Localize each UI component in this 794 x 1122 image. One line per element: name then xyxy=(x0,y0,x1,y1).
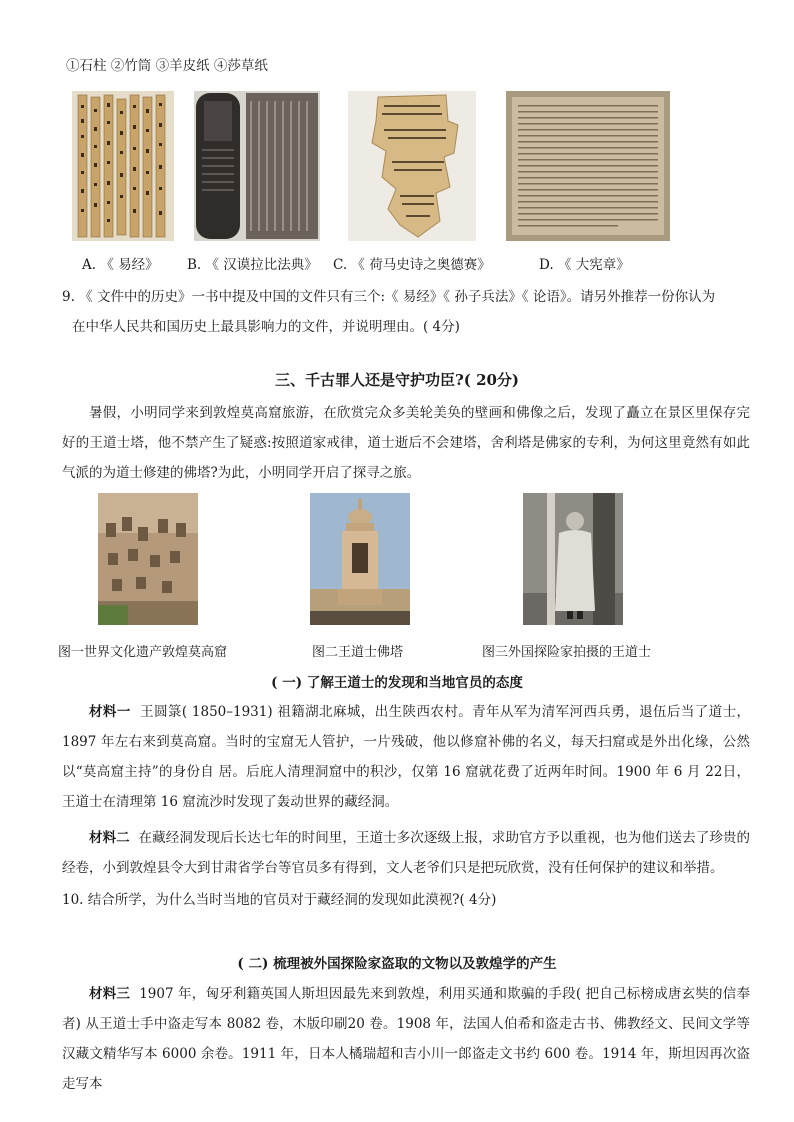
question-9-line-1: 9. 《 文件中的历史》一书中提及中国的文件只有三个:《 易经》《 孙子兵法》《 论语》。请另外推荐一份你认为 xyxy=(62,289,716,305)
bamboo-slips-image xyxy=(72,91,174,241)
option-c: C. 《 荷马史诗之奥德赛》 xyxy=(333,257,491,273)
option-b: B. 《 汉谟拉比法典》 xyxy=(187,257,318,273)
material-2-text: 在藏经洞发现后长达七年的时间里，王道士多次逐级上报，求助官方予以重视，也为他们送去了珍贵的经卷，小到敦煌县令大到甘肃省学台等官员多有得到，文人老爷们只是把玩欣赏，没有任何保护的建议和举措。 xyxy=(62,830,751,876)
magna-carta-image xyxy=(506,91,670,241)
figure-3-caption: 图三外国探险家拍摄的王道士 xyxy=(482,645,652,660)
material-3-text: 1907 年，匈牙利籍英国人斯坦因最先来到敦煌，利用买通和欺骗的手段( 把自己标榜成唐玄奘的信奉者) 从王道士手中盗走写本 8082 卷，木版印刷20 卷。1908 年，法国人伯希和盗走古书、佛教经文、民间文学等汉藏文精华写本 6000 余卷。1911 年，日本人橘瑞超和吉小川一郎盗走文书约 600 卷。1914 年，斯坦因再次盗走写本 xyxy=(62,986,750,1092)
parchment-fragment-image xyxy=(348,91,476,241)
source-options-line: ①石柱 ②竹筒 ③羊皮纸 ④莎草纸 xyxy=(66,58,268,74)
material-2 xyxy=(62,823,750,883)
material-1-text: 王圆箓( 1850–1931) 祖籍湖北麻城，出生陕西农村。青年从军为清军河西兵勇，退伍后当了道士，1897 年左右来到莫高窟。当时的宝窟无人管护，一片残破，他以修窟补佛的名义，每天扫窟或是外出化缘，公然以“莫高窟主持”的身份自 居。后庇人清理洞窟中的积沙，仅第 16 窟就花费了近两年时间。1900 年 6 月 22日，王道士在清理第 16 窟流沙时发现了轰动世界的藏经洞。 xyxy=(62,704,751,810)
material-1-label: 材料一 xyxy=(89,704,131,720)
wang-daoshi-portrait-image xyxy=(523,493,623,625)
section-3-intro-text: 暑假，小明同学来到敦煌莫高窟旅游，在欣赏完众多美轮美奂的壁画和佛像之后，发现了矗立在景区里保存完好的王道士塔，他不禁产生了疑惑:按照道家戒律，道士逝后不会建塔，舍利塔是佛家的专利，为何这里竟然有如此气派的为道士修建的佛塔?为此，小明同学开启了探寻之旅。 xyxy=(62,405,750,481)
part-1-title: ( 一) 了解王道士的发现和当地官员的态度 xyxy=(271,675,523,691)
section-3-title: 三、千古罪人还是守护功臣?( 20分) xyxy=(274,371,520,389)
stone-stele-image xyxy=(194,91,320,241)
figure-1-caption: 图一世界文化遗产敦煌莫高窟 xyxy=(58,645,228,660)
question-10: 10. 结合所学，为什么当时当地的官员对于藏经洞的发现如此漠视?( 4分) xyxy=(62,892,497,908)
wang-daoshi-pagoda-image xyxy=(310,493,410,625)
material-1 xyxy=(62,697,750,817)
figure-2-caption: 图二王道士佛塔 xyxy=(312,645,404,660)
question-9-line-2: 在中华人民共和国历史上最具影响力的文件，并说明理由。( 4分) xyxy=(72,319,460,335)
material-3-label: 材料三 xyxy=(89,986,131,1002)
section-3-intro xyxy=(62,398,750,488)
option-d: D. 《 大宪章》 xyxy=(539,257,630,273)
mogao-caves-image xyxy=(98,493,198,625)
option-a: A. 《 易经》 xyxy=(82,257,159,273)
material-2-label: 材料二 xyxy=(89,830,130,846)
material-3 xyxy=(62,979,750,1099)
part-2-title: ( 二) 梳理被外国探险家盗取的文物以及敦煌学的产生 xyxy=(237,956,557,972)
